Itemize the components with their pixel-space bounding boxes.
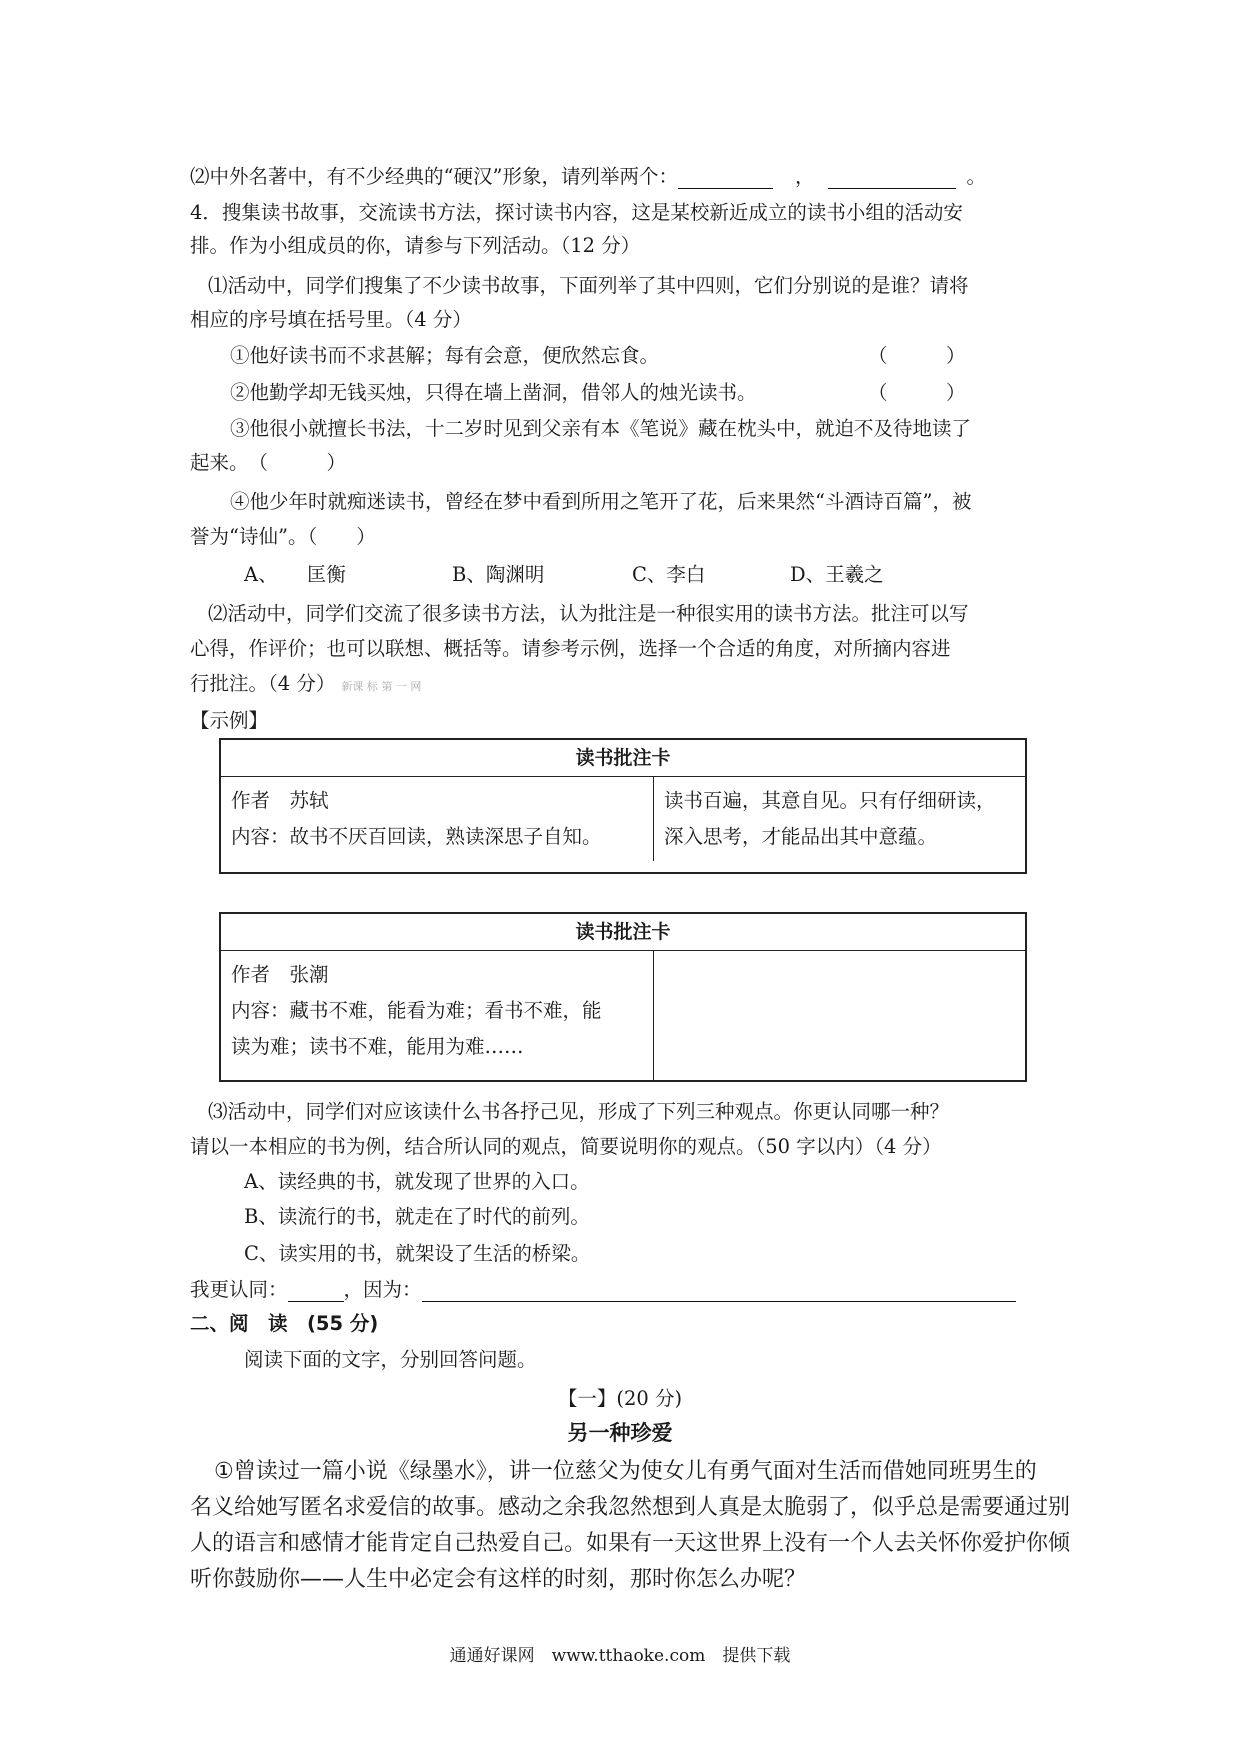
annotation-card-task <box>219 912 1027 1082</box>
answer-paren[interactable]: （ ） <box>868 344 966 367</box>
agree-line <box>190 1278 1016 1302</box>
section-intro: 阅读下面的文字，分别回答问题。 <box>244 1348 537 1371</box>
story-2: ②他勤学却无钱买烛，只得在墙上凿洞，借邻人的烛光读书。 <box>230 381 757 404</box>
option-b: B、陶渊明 <box>452 563 545 586</box>
viewpoint-c: C、读实用的书，就架设了生活的桥梁。 <box>244 1242 591 1265</box>
question-4-2-line: 心得，作评价；也可以联想、概括等。请参考示例，选择一个合适的角度，对所摘内容进 <box>190 637 951 660</box>
answer-blank[interactable] <box>828 168 956 189</box>
essay-paragraph-line: 听你鼓励你——人生中必定会有这样的时刻，那时你怎么办呢？ <box>190 1567 807 1592</box>
question-4-1-line: 相应的序号填在括号里。（4 分） <box>190 308 472 331</box>
example-label: 【示例】 <box>190 709 269 732</box>
question-4-1-line: ⑴活动中，同学们搜集了不少读书故事，下面列举了其中四则，它们分别说的是谁？请将 <box>208 274 969 297</box>
option-d: D、王羲之 <box>790 563 884 586</box>
because-label: ，因为： <box>343 1278 422 1301</box>
card-author: 作者 张潮 <box>231 963 329 986</box>
viewpoint-b: B、读流行的书，就走在了时代的前列。 <box>244 1205 590 1228</box>
answer-paren[interactable]: （ ） <box>868 381 966 404</box>
story-3-line: ③他很小就擅长书法，十二岁时见到父亲有本《笔说》藏在枕头中，就迫不及待地读了 <box>230 417 972 440</box>
card-content: 读为难；读书不难，能用为难…… <box>231 1035 524 1058</box>
card-content: 内容：藏书不难，能看为难；看书不难，能 <box>231 999 602 1022</box>
card-title: 读书批注卡 <box>221 740 1025 777</box>
essay-title: 另一种珍爱 <box>567 1421 673 1445</box>
annotation-card-example <box>219 738 1027 874</box>
question-text: 行批注。（4 分） <box>190 672 336 695</box>
story-4-line: ④他少年时就痴迷读书，曾经在梦中看到所用之笔开了花，后来果然“斗酒诗百篇”，被 <box>230 490 972 513</box>
page-footer: 通通好课网 www.tthaoke.com 提供下载 <box>449 1646 791 1666</box>
card-content: 内容：故书不厌百回读，熟读深思子自知。 <box>231 825 602 848</box>
question-4-line: 排。作为小组成员的你，请参与下列活动。（12 分） <box>190 234 641 257</box>
story-3-line: 起来。 （ ） <box>190 451 347 474</box>
story-1: ①他好读书而不求甚解；每有会意，便欣然忘食。 <box>230 344 660 367</box>
question-4-line: 4．搜集读书故事，交流读书方法，探讨读书内容，这是某校新近成立的读书小组的活动安 <box>190 201 963 224</box>
option-c: C、李白 <box>632 563 706 586</box>
story-4-line: 誉为“诗仙”。（ ） <box>190 525 376 548</box>
card-note-answer-area[interactable] <box>654 951 1025 1081</box>
answer-blank[interactable] <box>678 168 773 189</box>
punct: ， <box>794 165 815 188</box>
question-4-2-line: ⑵活动中，同学们交流了很多读书方法，认为批注是一种很实用的读书方法。批注可以写 <box>208 602 969 625</box>
card-author: 作者 苏轼 <box>231 789 329 812</box>
question-4-2-line <box>190 672 421 699</box>
card-note-line: 深入思考，才能品出其中意蕴。 <box>664 825 938 848</box>
viewpoint-a: A、读经典的书，就发现了世界的入口。 <box>244 1170 590 1193</box>
card-note-line: 读书百遍，其意自见。只有仔细研读， <box>664 789 996 812</box>
answer-blank[interactable] <box>422 1281 1016 1302</box>
section-heading: 二、阅 读 (55 分) <box>190 1312 379 1335</box>
question-4-3-line: ⑶活动中，同学们对应该读什么书各抒己见，形成了下列三种观点。你更认同哪一种？ <box>208 1100 950 1123</box>
essay-paragraph-line: 人的语言和感情才能肯定自己热爱自己。如果有一天这世界上没有一个人去关怀你爱护你倾 <box>190 1531 1071 1556</box>
question-3-2 <box>190 165 986 189</box>
card-note <box>654 777 1025 861</box>
card-source <box>221 777 654 861</box>
answer-blank[interactable] <box>288 1281 344 1302</box>
card-source <box>221 951 654 1081</box>
punct: 。 <box>966 165 986 188</box>
watermark-text: 新课 标 第 一 网 <box>341 680 422 693</box>
essay-paragraph-line: ①曾读过一篇小说《绿墨水》，讲一位慈父为使女儿有勇气面对生活而借她同班男生的 <box>214 1459 1037 1484</box>
question-4-3-line: 请以一本相应的书为例，结合所认同的观点，简要说明你的观点。（50 字以内）（4 分） <box>190 1135 942 1158</box>
option-a: A、 匡衡 <box>244 563 346 586</box>
card-title: 读书批注卡 <box>221 914 1025 951</box>
part-label: 【一】(20 分) <box>557 1387 683 1410</box>
question-text: ⑵中外名著中，有不少经典的“硬汉”形象，请列举两个： <box>190 165 678 188</box>
essay-paragraph-line: 名义给她写匿名求爱信的故事。感动之余我忽然想到人真是太脆弱了，似乎总是需要通过别 <box>190 1495 1071 1520</box>
agree-label: 我更认同： <box>190 1278 288 1301</box>
